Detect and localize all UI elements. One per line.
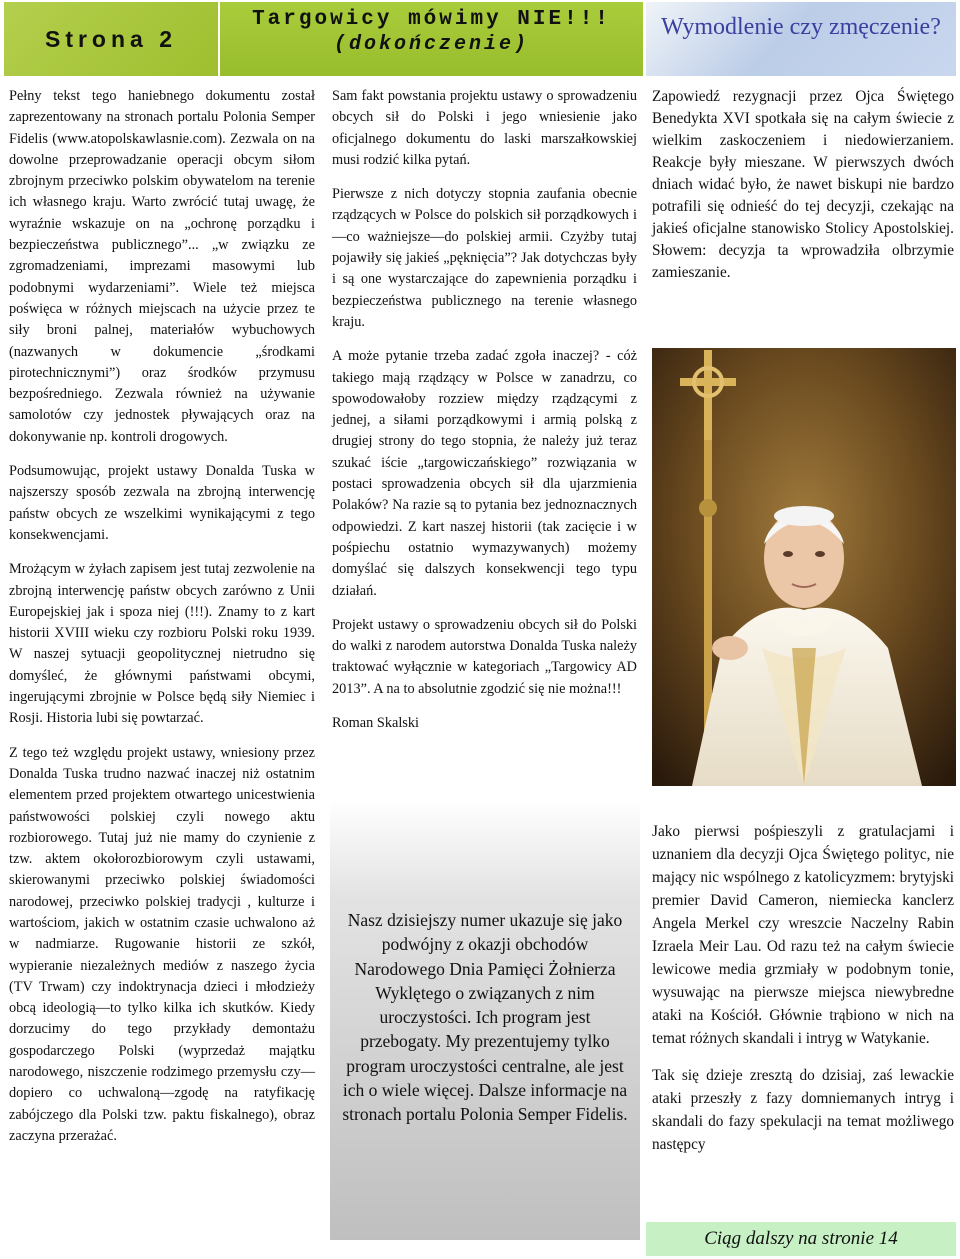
paragraph: Podsumowując, projekt ustawy Donalda Tuska w najszerszy sposób zezwala na zbrojną interwencję państw obcych ze wszelkimi wynikającymi z tego konsekwencjami.: [9, 463, 315, 543]
article-title: Targowicy mówimy NIE!!!: [252, 8, 611, 31]
column-left: [9, 86, 315, 1160]
paragraph: Pierwsze z nich dotyczy stopnia zaufania obecnie rządzących w Polsce do polskich sił porządkowych i—co ważniejsze—do polskiej armii. Czyżby tutaj pojawiły się jakieś „pęknięcia”? Jak dotychczas były i są one wystarczające do zapewnienia porządku i bezpieczeństwa publicznego na terenie własnego kraju.: [332, 186, 637, 330]
paragraph: Projekt ustawy o sprowadzeniu obcych sił do Polski do walki z narodem autorstwa Donalda Tuska należy traktować wyłącznie w kategoriach „Targowicy AD 2013”. A na to absolutnie zgodzić się nie można!!!: [332, 616, 637, 697]
announcement-text: Nasz dzisiejszy numer ukazuje się jako podwójny z okazji obchodów Narodowego Dnia Pamięci Żołnierza Wyklętego o związanych z nim uroczystości. Ich program jest przebogaty. My prezentujemy tylko program uroczystości centralne, ale jest ich o wiele więcej. Dalsze informacje na stronach portalu Polonia Semper Fidelis.: [342, 910, 628, 1125]
article-subtitle: (dokończenie): [333, 33, 530, 56]
pope-photo: [652, 348, 956, 786]
column-right-bottom: [652, 820, 954, 1170]
paragraph: Z tego też względu projekt ustawy, wniesiony przez Donalda Tuska trudno nazwać inaczej niż ostatnim elementem przed projektem otwartego unicestwienia państwowości polskiej czyli nowego aktu rozbiorowego. Tutaj już nie mamy do czynienie z tzw. aktem okołorozbiorowym czyli ustawami, skierowanymi przeciwko polskiej świadomości narodowej, przeciwko polskiej tradycji , kulturze i wartościom, jakich w ostatnim czasie uchwalono aż w nadmiarze. Rugowanie historii ze szkół, wypieranie niezależnych mediów z naszego życia (TV Trwam) czy indoktrynacja dzieci i młodzieży obcą ideologią—to tylko kilka ich skutków. Kiedy dorzucimy do tego przykłady demontażu gospodarczego Polski (wyprzedaż majątku narodowego, niszczenie rodzimego przemysłu czy—dopiero co uchwaloną—zgodę na ratyfikację zabójczego dla Polski tzw. paktu fiskalnego), obraz zaczyna przerażać.: [9, 744, 315, 1144]
article-title-banner: [220, 2, 643, 76]
page-label-banner: [4, 2, 218, 76]
paragraph: Pełny tekst tego haniebnego dokumentu został zaprezentowany na stronach portalu Polonia Semper Fidelis (www.atopolskawlasnie.com). Zezwala on na dowolne przeprowadzanie operacji obcym siłom zbrojnym przeciwko polskim obywatelom na terenie ich własnego kraju. Warto zwrócić tutaj uwagę, że wyraźnie wskazuje on na „ochronę porządku i bezpieczeństwa publicznego”... „w związku ze zgromadzeniami, imprezami masowymi lub podobnymi wydarzeniami”. Wiele też miejsca poświęca w różnych miejscach na użycie przez te siły broni palnej, materiałów wybuchowych (nazwanych w dokumencie „środkami pirotechnicznymi”) oraz środków przymusu bezpośredniego. Zezwala również na używanie samolotów czy jednostek pływających oraz na dokonywanie np. kontroli drogowych.: [9, 88, 315, 445]
paragraph: Jako pierwsi pośpieszyli z gratulacjami i uznaniem dla decyzji Ojca Świętego polityc, nie mający nic wspólnego z katolicyzmem: brytyjski premier David Cameron, niemiecka kanclerz Angela Merkel czy wreszcie Naczelny Rabin Izraela Meir Lau. Od razu też na całym świecie lewicowe media grzmiały w podobnym tonie, wysuwając na pierwsze miejsca niewybredne ataki na Kościół. Głównie trąbiono w nich na temat różnych skandali i intryg w Watykanie.: [652, 823, 954, 1047]
announcement-box: [330, 800, 640, 1240]
paragraph: Zapowiedź rezygnacji przez Ojca Świętego Benedykta XVI spotkała się na całym świecie z wielkim zaskoczeniem i niedowierzaniem. Reakcje były mieszane. W pierwszych dwóch dniach widać było, że nawet biskupi nie bardzo potrafili się odnieść do tej decyzji, czekając na jakieś oficjalne stanowisko Stolicy Apostolskiej. Słowem: decyzja ta wprowadziła olbrzymie zamieszanie.: [652, 88, 954, 281]
side-article-title: Wymodlenie czy zmęczenie?: [661, 14, 941, 40]
side-article-title-banner: [646, 2, 956, 76]
author-signature: Roman Skalski: [332, 715, 419, 732]
paragraph: A może pytanie trzeba zadać zgoła inaczej? - cóż takiego mają rządzący w Polsce w zanadrzu, co spowodowałoby rozziew między rządzącymi z jednej, a siłami porządkowymi i armią polską z drugiej strony do tego stopnia, że należy już teraz szukać iście „targowiczańskiego” rozwiązania w postaci sprowadzenia obcych sił dla ujarzmienia Polaków? Na razie są to pytania bez jednoznacznych odpowiedzi. Z kart naszej historii (tak zacięcie i w pośpiechu ostatnio wymazywanych) możemy domyślać się dalszych konsekwencji tego typu działań.: [332, 348, 637, 599]
page-label: Strona 2: [44, 25, 178, 52]
column-middle: [332, 86, 637, 734]
column-right-top: [652, 86, 954, 297]
paragraph: Mrożącym w żyłach zapisem jest tutaj zezwolenie na zbrojną interwencję państw obcych zarówno z Unii Europejskiej jak i spoza niej (!!!). Znamy to z kart historii XVIII wieku czy rozbioru Polski roku 1939. W naszej sytuacji geopolitycznej nietrudno się domyśleć, że głównymi państwami obcymi, ingerującymi zbrojnie w Polsce będą siły Niemiec i Rosji. Historia lubi się powtarzać.: [9, 561, 315, 727]
continued-text: Ciąg dalszy na stronie 14: [704, 1228, 898, 1249]
continued-banner: [646, 1222, 956, 1256]
paragraph: Tak się dzieje zresztą do dzisiaj, zaś lewackie ataki przeszły z fazy domniemanych intryg i skandali do fazy spekulacji na temat możliwego następcy: [652, 1067, 954, 1153]
paragraph: Sam fakt powstania projektu ustawy o sprowadzeniu obcych sił do Polski i jego wniesienie jako oficjalnego dokumentu do laski marszałkowskiej musi rodzić kilka pytań.: [332, 88, 637, 168]
